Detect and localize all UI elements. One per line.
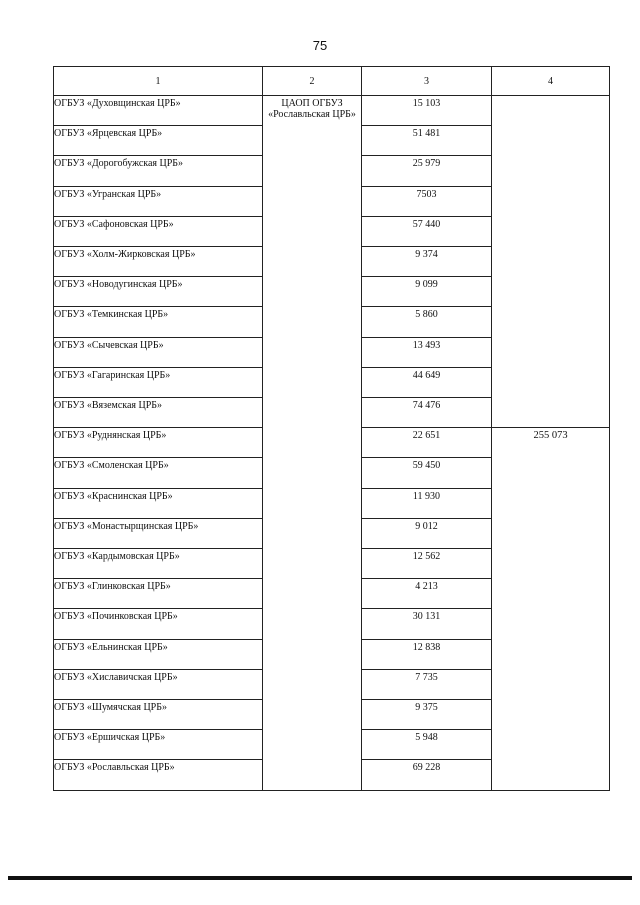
institution-name: ОГБУЗ «Монастырщинская ЦРБ»: [54, 518, 263, 548]
population-value: 59 450: [362, 458, 492, 488]
column-header-4: 4: [492, 67, 610, 96]
population-value: 7 735: [362, 669, 492, 699]
population-value: 74 476: [362, 398, 492, 428]
institution-name: ОГБУЗ «Рославльская ЦРБ»: [54, 760, 263, 791]
population-value: 69 228: [362, 760, 492, 791]
institution-name: ОГБУЗ «Холм-Жирковская ЦРБ»: [54, 247, 263, 277]
population-value: 15 103: [362, 96, 492, 126]
population-value: 9 375: [362, 700, 492, 730]
population-value: 12 562: [362, 549, 492, 579]
column-header-2: 2: [263, 67, 362, 96]
table-row: [54, 96, 610, 126]
institution-name: ОГБУЗ «Ершичская ЦРБ»: [54, 730, 263, 760]
institution-name: ОГБУЗ «Темкинская ЦРБ»: [54, 307, 263, 337]
institution-name: ОГБУЗ «Ярцевская ЦРБ»: [54, 126, 263, 156]
bottom-divider: [8, 876, 632, 880]
population-value: 44 649: [362, 367, 492, 397]
population-value: 11 930: [362, 488, 492, 518]
institutions-table: [53, 66, 610, 791]
population-value: 5 860: [362, 307, 492, 337]
header-row: [54, 67, 610, 96]
total-value: 255 073: [492, 428, 610, 791]
population-value: 57 440: [362, 216, 492, 246]
population-value: 25 979: [362, 156, 492, 186]
population-value: 51 481: [362, 126, 492, 156]
population-value: 30 131: [362, 609, 492, 639]
column-header-1: 1: [54, 67, 263, 96]
institution-name: ОГБУЗ «Ельнинская ЦРБ»: [54, 639, 263, 669]
population-value: 5 948: [362, 730, 492, 760]
institution-name: ОГБУЗ «Новодугинская ЦРБ»: [54, 277, 263, 307]
institution-name: ОГБУЗ «Краснинская ЦРБ»: [54, 488, 263, 518]
service-center-cell: ЦАОП ОГБУЗ «Рославльская ЦРБ»: [263, 96, 362, 791]
institution-name: ОГБУЗ «Руднянская ЦРБ»: [54, 428, 263, 458]
institution-name: ОГБУЗ «Починковская ЦРБ»: [54, 609, 263, 639]
institution-name: ОГБУЗ «Глинковская ЦРБ»: [54, 579, 263, 609]
population-value: 4 213: [362, 579, 492, 609]
institution-name: ОГБУЗ «Кардымовская ЦРБ»: [54, 549, 263, 579]
institution-name: ОГБУЗ «Сычевская ЦРБ»: [54, 337, 263, 367]
column-header-3: 3: [362, 67, 492, 96]
population-value: 12 838: [362, 639, 492, 669]
institution-name: ОГБУЗ «Гагаринская ЦРБ»: [54, 367, 263, 397]
population-value: 9 374: [362, 247, 492, 277]
population-value: 22 651: [362, 428, 492, 458]
institution-name: ОГБУЗ «Вяземская ЦРБ»: [54, 398, 263, 428]
institution-name: ОГБУЗ «Дорогобужская ЦРБ»: [54, 156, 263, 186]
population-value: 13 493: [362, 337, 492, 367]
institution-name: ОГБУЗ «Угранская ЦРБ»: [54, 186, 263, 216]
institution-name: ОГБУЗ «Смоленская ЦРБ»: [54, 458, 263, 488]
institution-name: ОГБУЗ «Сафоновская ЦРБ»: [54, 216, 263, 246]
institution-name: ОГБУЗ «Шумячская ЦРБ»: [54, 700, 263, 730]
page-number: 75: [312, 38, 328, 53]
empty-total-cell: [492, 96, 610, 428]
institution-name: ОГБУЗ «Духовщинская ЦРБ»: [54, 96, 263, 126]
table-body: [54, 96, 610, 791]
population-value: 7503: [362, 186, 492, 216]
population-value: 9 012: [362, 518, 492, 548]
population-value: 9 099: [362, 277, 492, 307]
institution-name: ОГБУЗ «Хиславичская ЦРБ»: [54, 669, 263, 699]
